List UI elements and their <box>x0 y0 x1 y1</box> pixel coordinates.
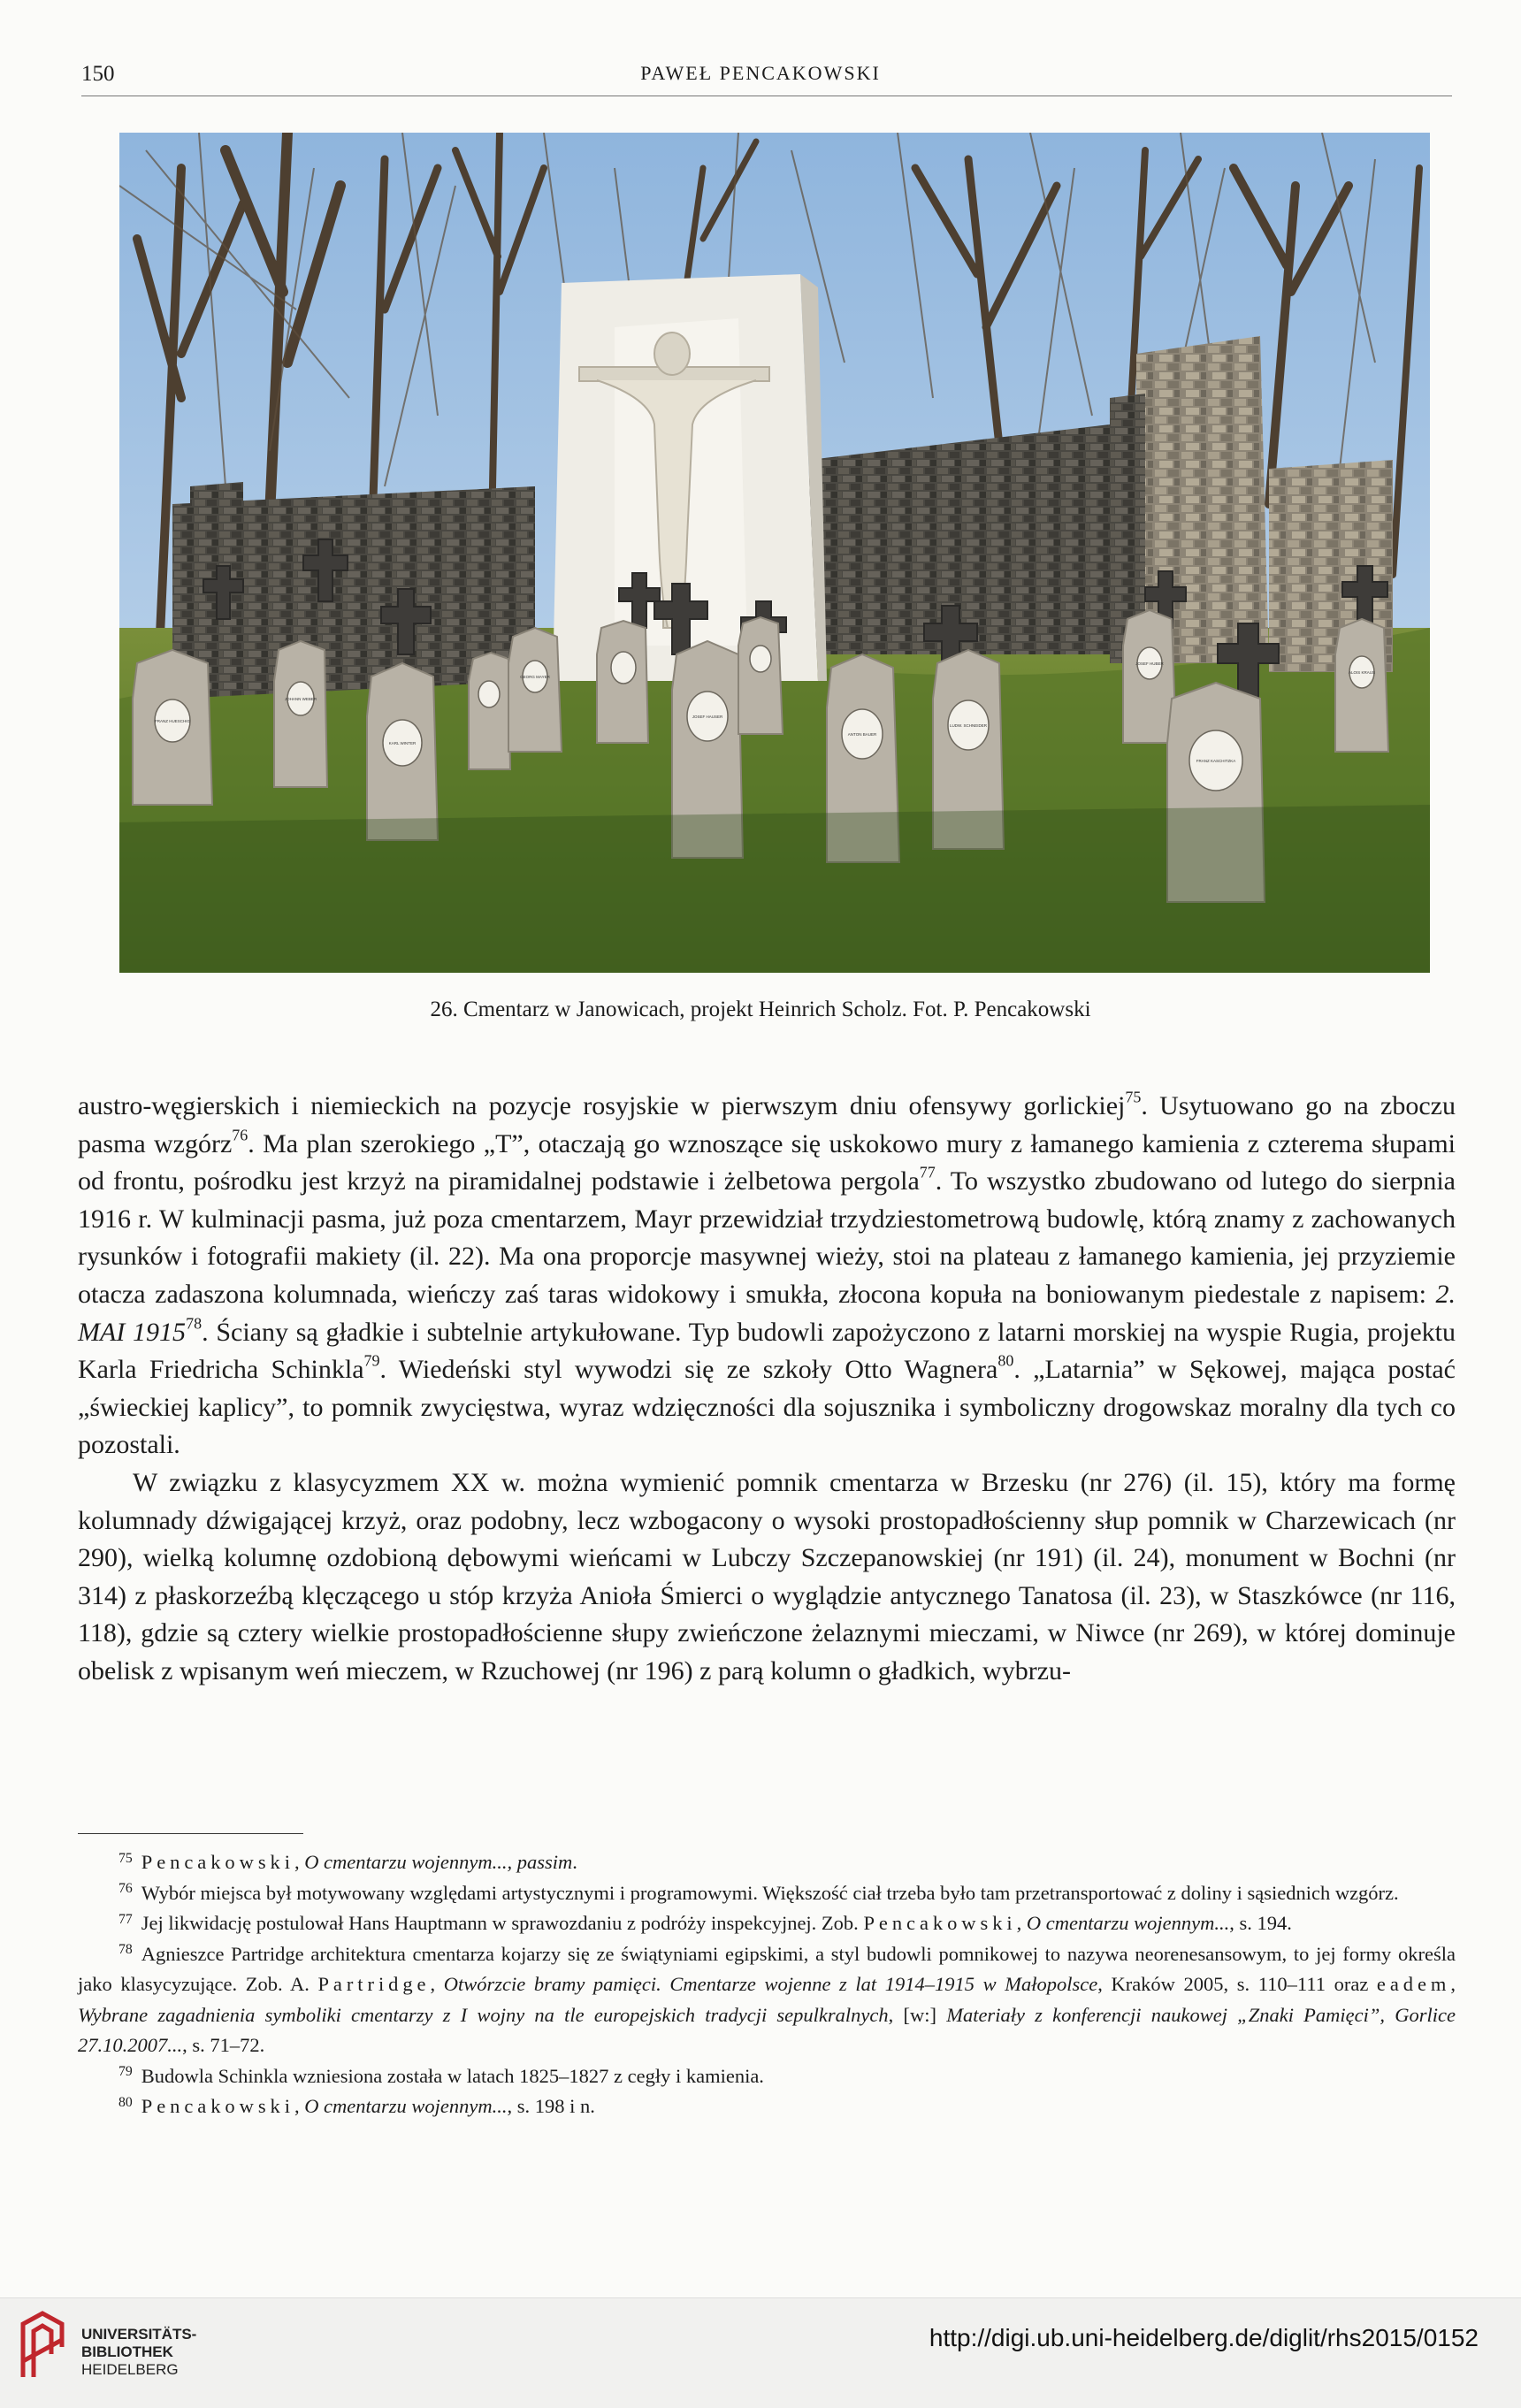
plaque-inscription: JOSEF HAUSER <box>692 715 723 719</box>
plaque-inscription: FRANZ KASCHITZKA <box>1196 759 1236 763</box>
footer-bar <box>0 2297 1521 2408</box>
source-url-link[interactable]: http://digi.ub.uni-heidelberg.de/diglit/rhs2015/0152 <box>929 2324 1479 2351</box>
plaque-inscription: KARL WINTER <box>388 741 417 745</box>
footnote-78: $^{78}$ Agnieszce Partridge architektura cmentarza kojarzy się ze świątyniami egipskimi, a styl budowli pomnikowej to nazywa neorenesansowym, to jej formy określa jako klasycyzujące. Zob. A. Partridge, Otwórzcie bramy pamięci. Cmentarze wojenne z lat 1914–1915 w Małopolsce, Kraków 2005, s. 110–111 oraz eadem, Wybrane zagadnienia symboliki cmentarzy z I wojny na tle europejskich tradycji sepulkralnych, [w:] Materiały z konferencji naukowej „Znaki Pamięci”, Gorlice 27.10.2007..., s. 71–72. <box>78 1942 1456 2056</box>
page-number: 150 <box>81 62 115 86</box>
footnote-79: $^{79}$ Budowla Schinkla wzniesiona została w latach 1825–1827 z cegły i kamienia. <box>118 2064 764 2087</box>
plaque-inscription: FRANZ HUESCHIG <box>154 719 191 723</box>
plaque-inscription: ANTON BAUER <box>847 732 877 737</box>
plaque-inscription: JOSEF HUBER <box>1135 661 1164 666</box>
library-logo-icon <box>16 2308 69 2382</box>
paragraph: W związku z klasycyzmem XX w. można wymienić pomnik cmentarza w Brzesku (nr 276) (il. 15), który ma formę kolumnady dźwigającej krzyż, oraz podobny, lecz wzbogacony o wysoki prostopadłościenny słup pomnik w Charzewicach (nr 290), wielką kolumnę ozdobioną dębowymi wieńcami w Lubczy Szczepanowskiej (nr 191) (il. 24), monument w Bochni (nr 314) z płaskorzeźbą klęczącego u stóp krzyża Anioła Śmierci o wyglądzie antycznego Tanatosa (il. 23), w Staszkówce (nr 116, 118), gdzie są cztery wielkie prostopadłościenne słupy zwieńczone żelaznymi mieczami, w Niwce (nr 269), w której dominuje obelisk z wpisanym weń mieczem, w Rzuchowej (nr 196) z parą kolumn o gładkich, wybrzu- <box>78 1467 1456 1686</box>
library-name: UNIVERSITÄTS- BIBLIOTHEK HEIDELBERG <box>81 2326 197 2378</box>
footnote-ref[interactable]: 78 <box>186 1314 203 1333</box>
footnote-80: $^{80}$ Pencakowski, O cmentarzu wojennym..., s. 198 i n. <box>118 2094 595 2117</box>
italic-inscription: 2. MAI 1915 <box>78 1279 1456 1347</box>
figure-caption: 26. Cmentarz w Janowicach, projekt Heinrich Scholz. Fot. P. Pencakowski <box>430 998 1091 1021</box>
cemetery-photo <box>119 133 1430 973</box>
paragraph: austro-węgierskich i niemieckich na pozycje rosyjskie w pierwszym dniu ofensywy gorlickiej$^{75}$. Usytuowano go na zboczu pasma wzgórz$^{76}$. Ma plan szerokiego „T”, otaczają go wznoszące się uskokowo mury z łamanego kamienia z czterema słupami od frontu, pośrodku jest krzyż na piramidalnej podstawie i żelbetowa pergola$^{77}$. To wszystko zbudowano od lutego do sierpnia 1916 r. W kulminacji pasma, już poza cmentarzem, Mayr przewidział trzydziestometrową budowlę, którą znamy z zachowanych rysunków i fotografii makiety (il. 22). Ma ona proporcje masywnej wieży, stoi na plateau z łamanego kamienia, jej przyziemie otacza zadaszona kolumnada, wieńczy zaś taras widokowy i smukła, złocona kopuła na boniowanym piedestale z napisem: 2. MAI 1915$^{78}$. Ściany są gładkie i subtelnie artykułowane. Typ budowli zapożyczono z latarni morskiej na wyspie Rugia, projektu Karla Friedricha Schinkla$^{79}$. Wiedeński styl wywodzi się ze szkoły Otto Wagnera$^{80}$. „Latarnia” w Sękowej, mająca postać „świeckiej kaplicy”, to pomnik zwycięstwa, wyraz wdzięczności dla sojusznika i symboliczny drogowskaz moralny dla tych co pozostali. <box>78 1088 1456 1460</box>
footnote-76: $^{76}$ Wybór miejsca był motywowany względami artystycznymi i programowymi. Większość ciał trzeba było tam przetransportować z doliny i sąsiednich wzgórz. <box>118 1881 1399 1904</box>
footnote-77: $^{77}$ Jej likwidację postulował Hans Hauptmann w sprawozdaniu z podróży inspekcyjnej. Zob. Pencakowski, O cmentarzu wojennym..., s. 194. <box>118 1911 1292 1934</box>
footnote-ref[interactable]: 76 <box>232 1126 248 1144</box>
footnote-75: $^{75}$ Pencakowski, O cmentarzu wojennym..., passim. <box>118 1850 577 1873</box>
footnote-ref[interactable]: 80 <box>997 1351 1014 1370</box>
cemetery-scene <box>119 133 1430 973</box>
plaque-inscription: ALOIS KRAUS <box>1348 670 1376 675</box>
footnote-ref[interactable]: 77 <box>919 1163 936 1181</box>
plaque-inscription: LUDW. SCHNEIDER <box>949 723 988 728</box>
running-head: PAWEŁ PENCAKOWSKI <box>640 62 881 84</box>
body-text <box>78 1088 1456 1691</box>
footnote-ref[interactable]: 79 <box>363 1351 380 1370</box>
footnote-ref[interactable]: 75 <box>1125 1088 1142 1106</box>
footnotes <box>78 1828 1456 2122</box>
plaque-inscription: GEORG MAYER <box>520 675 550 679</box>
plaque-inscription: JOHANN WEBER <box>284 697 317 701</box>
